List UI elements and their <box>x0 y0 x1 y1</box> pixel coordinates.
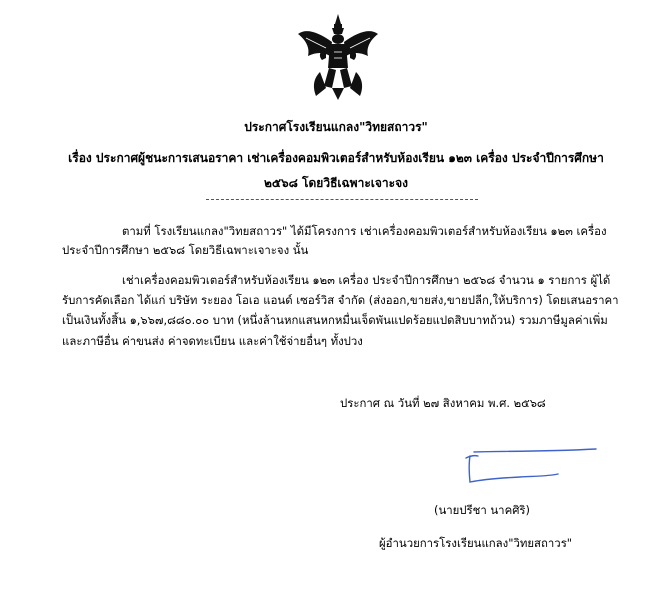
announcement-date: ประกาศ ณ วันที่ ๒๗ สิงหาคม พ.ศ. ๒๕๖๘ <box>340 396 546 410</box>
signer-name: (นายปรีชา นาคศิริ) <box>434 503 530 517</box>
garuda-emblem-icon <box>296 12 380 102</box>
dashed-divider <box>206 199 478 200</box>
signer-position: ผู้อำนวยการโรงเรียนแกลง"วิทยสถาวร" <box>379 536 573 550</box>
paragraph-2-line-2: รับการคัดเลือก ได้แก่ บริษัท ระยอง โอเอ แอนด์ เซอร์วิส จำกัด (ส่งออก,ขายส่ง,ขายปลีก,ให้บริการ) โดยเสนอราคา <box>62 293 619 307</box>
handwritten-signature <box>440 442 600 490</box>
announcement-title: ประกาศโรงเรียนแกลง"วิทยสถาวร" <box>244 120 428 134</box>
subject-line: เรื่อง ประกาศผู้ชนะการเสนอราคา เช่าเครื่องคอมพิวเตอร์สำหรับห้องเรียน ๑๒๓ เครื่อง ประจำปีการศึกษา <box>68 151 604 165</box>
paragraph-1-line-1: ตามที่ โรงเรียนแกลง"วิทยสถาวร" ได้มีโครงการ เช่าเครื่องคอมพิวเตอร์สำหรับห้องเรียน ๑๒๓ เครื่อง <box>122 224 607 238</box>
paragraph-2-line-3: เป็นเงินทั้งสิ้น ๑,๖๖๗,๘๘๐.๐๐ บาท (หนึ่งล้านหกแสนหกหมื่นเจ็ดพันแปดร้อยแปดสิบบาทถ้วน) รวมภาษีมูลค่าเพิ่ม <box>62 313 608 327</box>
paragraph-2-line-4: และภาษีอื่น ค่าขนส่ง ค่าจดทะเบียน และค่าใช้จ่ายอื่นๆ ทั้งปวง <box>62 334 363 348</box>
paragraph-2-line-1: เช่าเครื่องคอมพิวเตอร์สำหรับห้องเรียน ๑๒๓ เครื่อง ประจำปีการศึกษา ๒๕๖๘ จำนวน ๑ รายการ ผู้ได้ <box>122 273 611 287</box>
subject-line-continued: ๒๕๖๘ โดยวิธีเฉพาะเจาะจง <box>264 176 408 190</box>
paragraph-1-line-2: ประจำปีการศึกษา ๒๕๖๘ โดยวิธีเฉพาะเจาะจง นั้น <box>62 243 309 257</box>
